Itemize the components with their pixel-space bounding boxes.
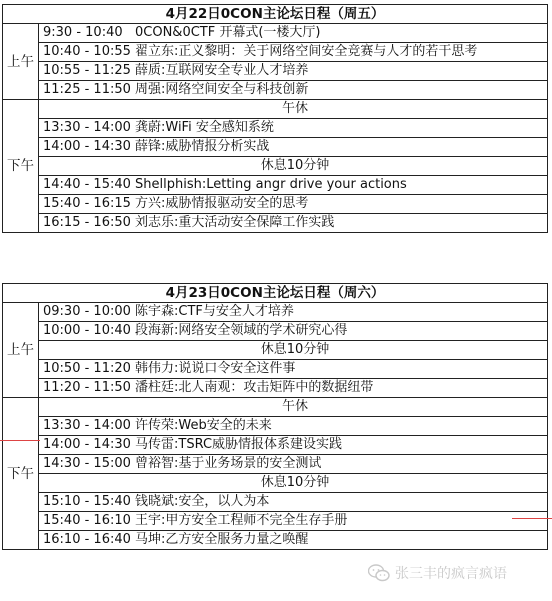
session-topic: 方兴:威胁情报驱动安全的思考 (135, 196, 309, 211)
session-topic: 许传荣:Web安全的未来 (135, 418, 272, 433)
watermark (368, 563, 507, 583)
session-time: 14:40 - 15:40 (43, 177, 131, 192)
day1-afternoon-label: 下午 (3, 100, 39, 233)
day1-morning-label: 上午 (3, 24, 39, 100)
session-time: 10:55 - 11:25 (43, 63, 131, 78)
session-time: 11:20 - 11:50 (43, 380, 131, 395)
session-time: 10:00 - 10:40 (43, 323, 131, 338)
break-row: 休息10分钟 (39, 474, 548, 493)
lunch-break-row: 午休 (39, 100, 548, 119)
table-row (39, 360, 548, 379)
table-row (39, 531, 548, 550)
day2-morning-label: 上午 (3, 303, 39, 398)
session-time: 15:10 - 15:40 (43, 494, 131, 509)
table-row (39, 214, 548, 233)
session-time: 16:15 - 16:50 (43, 215, 131, 230)
session-topic: 薛锋:威胁情报分析实战 (135, 139, 270, 154)
session-time: 14:00 - 14:30 (43, 139, 131, 154)
break-row: 休息10分钟 (39, 341, 548, 360)
session-time: 16:10 - 16:40 (43, 532, 131, 547)
day2-title: 4月23日0CON主论坛日程（周六） (3, 284, 548, 303)
session-time: 11:25 - 11:50 (43, 82, 131, 97)
session-time: 10:50 - 11:20 (43, 361, 131, 376)
session-time: 13:30 - 14:00 (43, 120, 131, 135)
table-row (39, 512, 548, 531)
accent-line-right (512, 518, 552, 519)
session-topic: 周强:网络空间安全与科技创新 (135, 82, 309, 97)
table-row (39, 379, 548, 398)
session-topic: 曾裕智:基于业务场景的安全测试 (135, 456, 322, 471)
session-topic: 钱晓斌:安全，以人为本 (135, 494, 270, 509)
session-topic: 马传雷:TSRC威胁情报体系建设实践 (135, 437, 343, 452)
table-row (39, 303, 548, 322)
table-row (39, 62, 548, 81)
day1-title: 4月22日0CON主论坛日程（周五） (3, 5, 548, 24)
session-topic: 韩伟力:说说口令安全这件事 (135, 361, 296, 376)
session-topic: 0CON&0CTF 开幕式(一楼大厅) (135, 25, 321, 40)
table-row (39, 195, 548, 214)
table-row (39, 322, 548, 341)
session-time: 15:40 - 16:15 (43, 196, 131, 211)
table-row (39, 138, 548, 157)
session-topic: 潘柱廷:北人南观：攻击矩阵中的数据纽带 (135, 380, 374, 395)
break-row: 休息10分钟 (39, 157, 548, 176)
session-time: 09:30 - 10:00 (43, 304, 131, 319)
lunch-break-row: 午休 (39, 398, 548, 417)
session-time: 14:00 - 14:30 (43, 437, 131, 452)
session-time: 13:30 - 14:00 (43, 418, 131, 433)
table-row (39, 119, 548, 138)
session-topic: 翟立东:正义黎明：关于网络空间安全竞赛与人才的若干思考 (135, 44, 478, 59)
table-row (39, 43, 548, 62)
watermark-text: 张三丰的疯言疯语 (395, 566, 507, 582)
session-topic: 薛质:互联网安全专业人才培养 (135, 63, 309, 78)
session-topic: 王宇:甲方安全工程师不完全生存手册 (135, 513, 348, 528)
accent-line-left (0, 440, 40, 441)
session-topic: Shellphish:Letting angr drive your actions (135, 177, 407, 192)
table-row (39, 455, 548, 474)
session-topic: 龚蔚:WiFi 安全感知系统 (135, 120, 274, 135)
day2-afternoon-label: 下午 (3, 398, 39, 550)
session-topic: 陈宇森:CTF与安全人才培养 (135, 304, 294, 319)
session-time: 9:30 - 10:40 (43, 25, 123, 40)
session-time: 15:40 - 16:10 (43, 513, 131, 528)
table-row (39, 417, 548, 436)
session-time: 10:40 - 10:55 (43, 44, 131, 59)
day2-schedule-table (2, 283, 548, 550)
day1-schedule-table (2, 4, 548, 233)
table-row (39, 24, 548, 43)
session-topic: 马坤:乙方安全服务力量之唤醒 (135, 532, 309, 547)
table-row (39, 493, 548, 512)
table-row (39, 176, 548, 195)
session-topic: 刘志乐:重大活动安全保障工作实践 (135, 215, 335, 230)
wechat-icon (368, 564, 390, 582)
session-topic: 段海新:网络安全领域的学术研究心得 (135, 323, 348, 338)
session-time: 14:30 - 15:00 (43, 456, 131, 471)
table-row (39, 81, 548, 100)
table-row (39, 436, 548, 455)
